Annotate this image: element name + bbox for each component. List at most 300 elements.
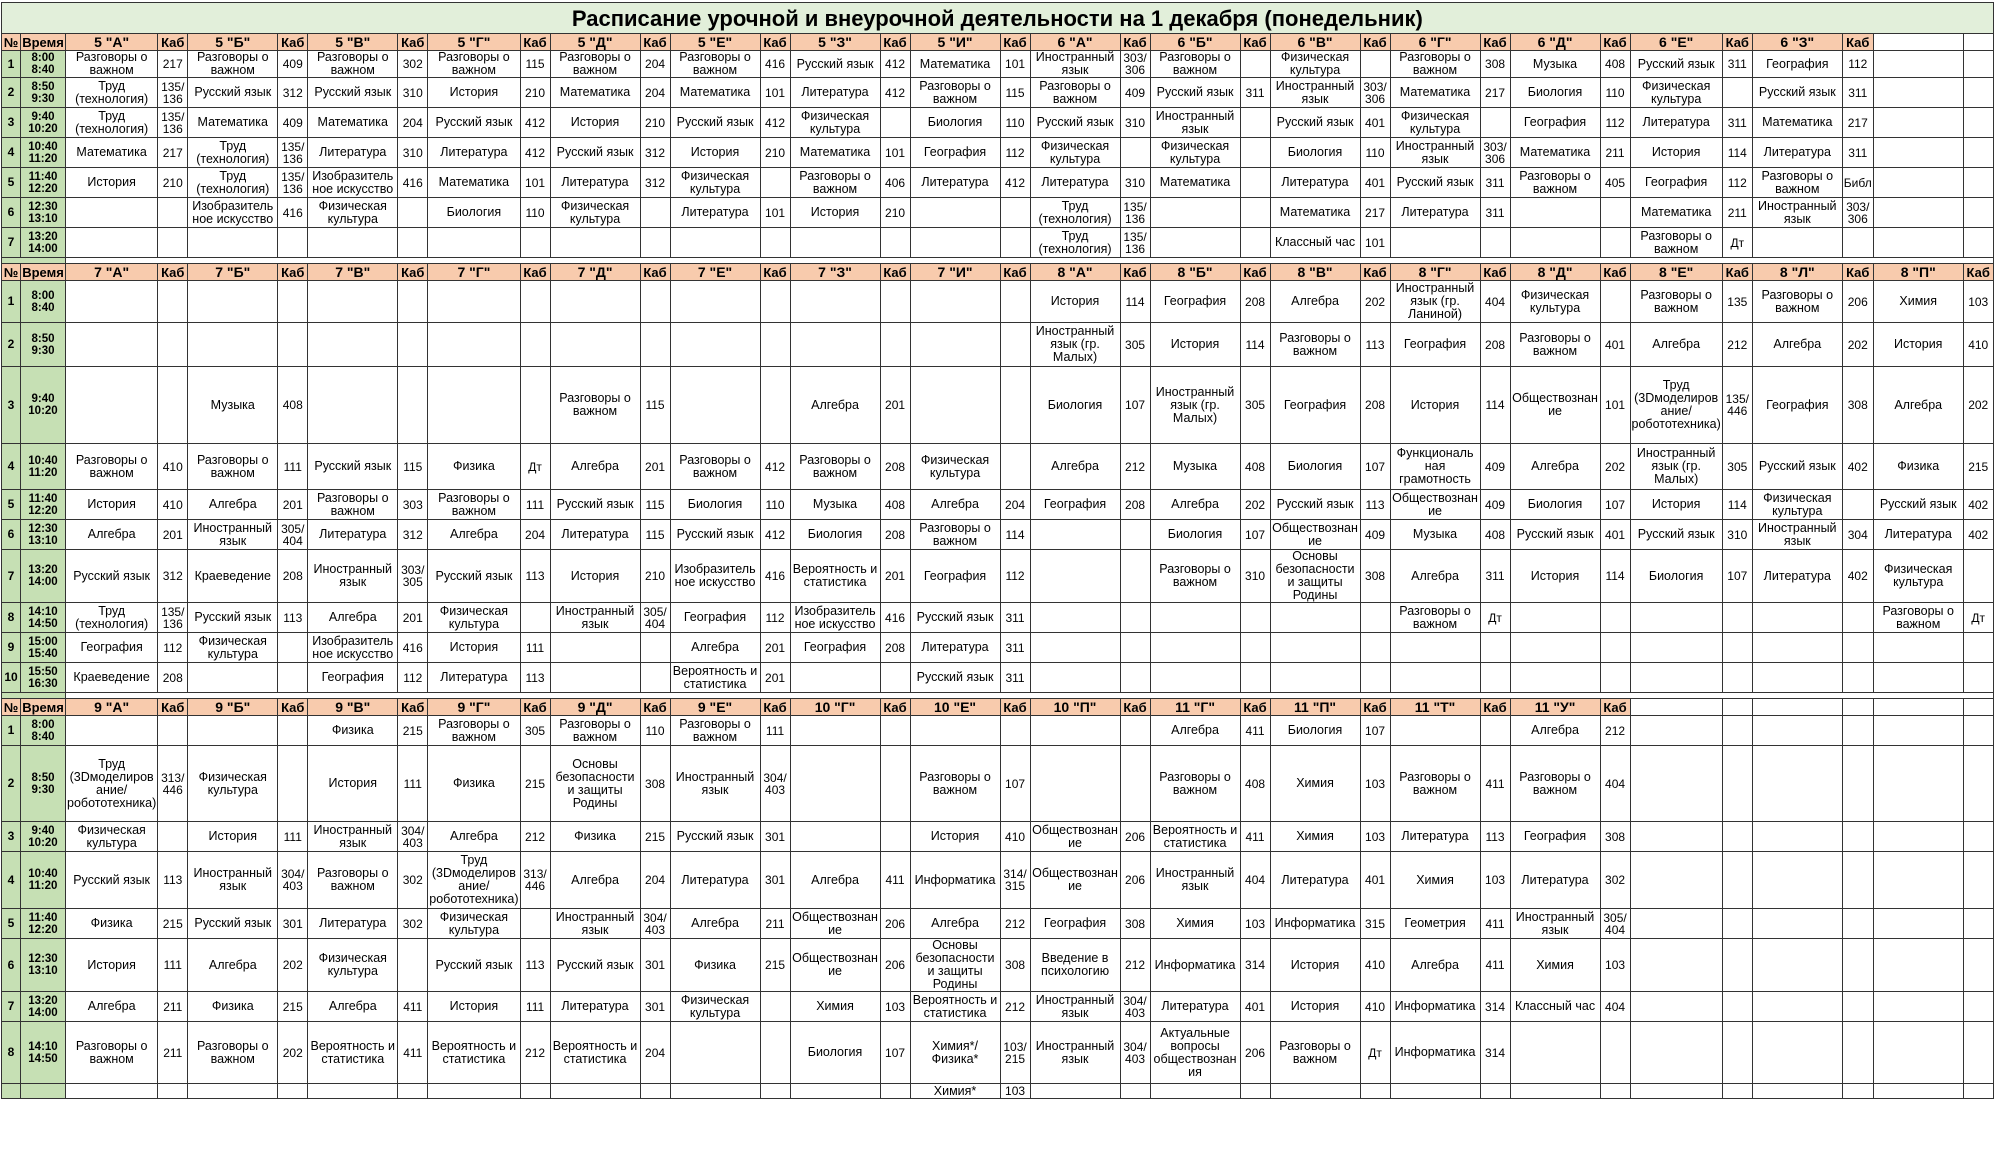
subject-cell: Алгебра [1030, 444, 1120, 490]
subject-cell: Труд (3Dмоделиров ание/ робототехника) [428, 852, 520, 909]
room-cell [520, 228, 550, 258]
room-cell: 210 [520, 78, 550, 108]
lesson-row [2, 198, 1994, 228]
room-cell [640, 281, 670, 323]
lesson-time: 13:20 14:00 [21, 550, 66, 603]
empty-cell [1963, 939, 1993, 992]
subject-cell: Литература [910, 633, 1000, 663]
subject-cell: Литература [428, 663, 520, 693]
room-cell [1240, 603, 1270, 633]
room-cell: 401 [1600, 323, 1630, 367]
subject-cell [670, 1022, 760, 1084]
room-cell: 313/ 446 [520, 852, 550, 909]
room-cell: 107 [1000, 746, 1030, 822]
room-cell [1240, 1084, 1270, 1099]
subject-cell: История [1030, 281, 1120, 323]
subject-cell: Биология [1270, 444, 1360, 490]
room-header: Каб [1240, 264, 1270, 281]
subject-cell: История [428, 78, 520, 108]
room-cell: 204 [640, 1022, 670, 1084]
subject-cell: Труд (3Dмоделиров ание/ робототехника) [1630, 367, 1722, 444]
room-header: Каб [1360, 264, 1390, 281]
lesson-number: 7 [2, 550, 21, 603]
subject-cell [550, 281, 640, 323]
room-header: Каб [880, 264, 910, 281]
room-cell: 201 [278, 490, 308, 520]
room-cell: 103 [1600, 939, 1630, 992]
subject-cell: Физическая культура [428, 603, 520, 633]
class-header: 7 "В" [308, 264, 398, 281]
empty-cell [1873, 168, 1963, 198]
subject-cell: Физическая культура [670, 992, 760, 1022]
lesson-row [2, 138, 1994, 168]
room-cell [1842, 633, 1873, 663]
subject-cell [1030, 633, 1120, 663]
empty-cell [1722, 1022, 1752, 1084]
room-cell [1600, 633, 1630, 663]
room-cell: 308 [1360, 550, 1390, 603]
subject-cell: Труд (технология) [188, 138, 278, 168]
room-cell: 215 [640, 822, 670, 852]
subject-cell: Физическая культура [1510, 281, 1600, 323]
subject-cell: Вероятность и статистика [670, 663, 760, 693]
room-cell: 112 [1000, 138, 1030, 168]
room-cell [760, 168, 790, 198]
subject-cell: Разговоры о важном [66, 51, 158, 78]
room-cell [1842, 490, 1873, 520]
subject-cell: География [790, 633, 880, 663]
subject-cell [1752, 228, 1842, 258]
room-cell: 311 [1000, 663, 1030, 693]
empty-cell [1722, 992, 1752, 1022]
subject-cell: Разговоры о важном [1150, 746, 1240, 822]
room-cell: 114 [1120, 281, 1150, 323]
room-cell [760, 367, 790, 444]
room-cell: 212 [1600, 716, 1630, 746]
subject-cell: Иностранный язык [1030, 992, 1120, 1022]
room-cell [1722, 603, 1752, 633]
subject-cell: Разговоры о важном [1510, 323, 1600, 367]
room-cell: 101 [1360, 228, 1390, 258]
header-num: № [2, 34, 21, 51]
empty-cell [1842, 992, 1873, 1022]
subject-cell: Химия*/ Физика* [910, 1022, 1000, 1084]
subject-cell: Физика [188, 992, 278, 1022]
block-header-row [2, 34, 1994, 51]
empty-cell [1752, 716, 1842, 746]
room-cell: 305 [520, 716, 550, 746]
subject-cell: Биология [428, 198, 520, 228]
subject-cell: География [670, 603, 760, 633]
room-cell: 312 [640, 138, 670, 168]
room-cell [158, 367, 188, 444]
room-cell [1120, 603, 1150, 633]
room-cell: Дт [1722, 228, 1752, 258]
room-cell [398, 1084, 428, 1099]
subject-cell: Разговоры о важном [308, 490, 398, 520]
subject-cell: Математика [428, 168, 520, 198]
room-cell [158, 1084, 188, 1099]
subject-cell: Литература [1873, 520, 1963, 550]
room-cell: 112 [1722, 168, 1752, 198]
room-cell: 101 [760, 198, 790, 228]
room-header: Каб [278, 699, 308, 716]
room-cell: 315 [1360, 909, 1390, 939]
subject-cell [550, 323, 640, 367]
subject-cell: Физическая культура [1873, 550, 1963, 603]
room-header: Каб [1120, 34, 1150, 51]
lesson-row [2, 78, 1994, 108]
class-header: 11 "Т" [1390, 699, 1480, 716]
room-cell: 409 [1480, 490, 1510, 520]
subject-cell: Иностранный язык [188, 520, 278, 550]
subject-cell: Физическая культура [308, 198, 398, 228]
room-cell [158, 716, 188, 746]
room-header: Каб [880, 699, 910, 716]
empty-cell [1963, 78, 1993, 108]
room-cell [1120, 520, 1150, 550]
class-header: 8 "Б" [1150, 264, 1240, 281]
room-cell: 310 [398, 138, 428, 168]
empty-cell [1963, 746, 1993, 822]
subject-cell: Русский язык [308, 78, 398, 108]
room-cell: 302 [398, 909, 428, 939]
room-cell: 408 [880, 490, 910, 520]
subject-cell [66, 281, 158, 323]
lesson-number: 2 [2, 323, 21, 367]
subject-cell [1030, 1084, 1120, 1099]
room-header: Каб [1240, 699, 1270, 716]
subject-cell: Музыка [1510, 51, 1600, 78]
subject-cell: Разговоры о важном [550, 367, 640, 444]
empty-cell [1752, 1022, 1842, 1084]
subject-cell: Математика [1390, 78, 1480, 108]
room-cell: 401 [1360, 168, 1390, 198]
subject-cell: Иностранный язык [670, 746, 760, 822]
subject-cell: Русский язык [790, 51, 880, 78]
room-cell [640, 323, 670, 367]
subject-cell: Физическая культура [1270, 51, 1360, 78]
class-header: 9 "В" [308, 699, 398, 716]
empty-cell [1873, 822, 1963, 852]
room-cell: 410 [1000, 822, 1030, 852]
room-cell: 107 [1722, 550, 1752, 603]
lesson-row [2, 323, 1994, 367]
room-cell: 411 [1240, 822, 1270, 852]
subject-cell: Алгебра [1150, 490, 1240, 520]
room-cell: 112 [158, 633, 188, 663]
subject-cell: Математика [1630, 198, 1722, 228]
class-header: 9 "Е" [670, 699, 760, 716]
room-cell: 401 [1600, 520, 1630, 550]
subject-cell [66, 198, 158, 228]
lesson-row [2, 51, 1994, 78]
room-cell: 409 [278, 108, 308, 138]
subject-cell [1150, 663, 1240, 693]
subject-cell: Иностранный язык (гр. Малых) [1150, 367, 1240, 444]
empty-cell [1963, 909, 1993, 939]
room-cell: 301 [278, 909, 308, 939]
subject-cell: Разговоры о важном [1270, 1022, 1360, 1084]
subject-cell: Иностранный язык [1030, 1022, 1120, 1084]
room-cell: 305/ 404 [1600, 909, 1630, 939]
subject-cell: Биология [1270, 716, 1360, 746]
room-cell: 310 [1120, 168, 1150, 198]
room-cell [1000, 444, 1030, 490]
subject-cell: Обществознан ие [790, 939, 880, 992]
lesson-number: 6 [2, 198, 21, 228]
subject-cell: Разговоры о важном [550, 51, 640, 78]
room-cell [1120, 716, 1150, 746]
class-header: 7 "З" [790, 264, 880, 281]
class-header: 7 "А" [66, 264, 158, 281]
room-cell: 311 [1722, 108, 1752, 138]
subject-cell [790, 228, 880, 258]
room-cell: 301 [760, 822, 790, 852]
subject-cell: Биология [790, 1022, 880, 1084]
subject-cell [1630, 663, 1722, 693]
room-cell [760, 992, 790, 1022]
room-cell: 111 [158, 939, 188, 992]
subject-cell: Разговоры о важном [790, 444, 880, 490]
subject-cell: Информатика [1270, 909, 1360, 939]
empty-cell [1842, 852, 1873, 909]
room-cell [158, 228, 188, 258]
class-header: 8 "П" [1873, 264, 1963, 281]
room-cell: 308 [1480, 51, 1510, 78]
room-cell: 212 [1120, 939, 1150, 992]
lesson-time: 10:40 11:20 [21, 138, 66, 168]
lesson-number: 3 [2, 367, 21, 444]
room-cell [1480, 1084, 1510, 1099]
subject-cell: Химия [1390, 852, 1480, 909]
lesson-row [2, 520, 1994, 550]
room-cell: 135/ 446 [1722, 367, 1752, 444]
subject-cell: Математика [550, 78, 640, 108]
lesson-time: 10:40 11:20 [21, 852, 66, 909]
subject-cell: Иностранный язык (гр. Малых) [1030, 323, 1120, 367]
empty-cell [1873, 746, 1963, 822]
room-cell [1000, 367, 1030, 444]
room-cell: 211 [1600, 138, 1630, 168]
subject-cell: Биология [1150, 520, 1240, 550]
subject-cell: Литература [550, 520, 640, 550]
room-cell: 110 [760, 490, 790, 520]
class-header: 6 "Г" [1390, 34, 1480, 51]
lesson-time: 11:40 12:20 [21, 490, 66, 520]
header-num: № [2, 264, 21, 281]
empty-cell [1842, 716, 1873, 746]
room-header: Каб [760, 264, 790, 281]
room-cell: 135/ 136 [158, 108, 188, 138]
room-cell [1480, 228, 1510, 258]
subject-cell [790, 822, 880, 852]
subject-cell: Русский язык [550, 138, 640, 168]
room-cell [1480, 633, 1510, 663]
subject-cell: Разговоры о важном [670, 444, 760, 490]
room-header: Каб [1360, 699, 1390, 716]
room-cell: 112 [760, 603, 790, 633]
room-cell [158, 323, 188, 367]
lesson-number: 9 [2, 633, 21, 663]
subject-cell: История [1390, 367, 1480, 444]
room-cell [640, 663, 670, 693]
empty-cell [1873, 939, 1963, 992]
subject-cell: Иностранный язык [1510, 909, 1600, 939]
room-header: Каб [158, 699, 188, 716]
subject-cell: Литература [790, 78, 880, 108]
subject-cell: Разговоры о важном [1270, 323, 1360, 367]
subject-cell: Русский язык [308, 444, 398, 490]
subject-cell [1510, 633, 1600, 663]
room-cell: 314 [1240, 939, 1270, 992]
subject-cell: Литература [1630, 108, 1722, 138]
room-cell: 110 [1000, 108, 1030, 138]
subject-cell: География [1752, 51, 1842, 78]
empty-cell [1842, 1084, 1873, 1099]
subject-cell: Биология [1510, 490, 1600, 520]
room-cell: 201 [640, 444, 670, 490]
room-cell [1000, 228, 1030, 258]
room-cell: 305/ 404 [640, 603, 670, 633]
subject-cell [550, 1084, 640, 1099]
lesson-time: 14:10 14:50 [21, 603, 66, 633]
room-cell: 212 [1120, 444, 1150, 490]
empty-cell [1630, 699, 1722, 716]
room-cell: 305 [1240, 367, 1270, 444]
subject-cell [1752, 663, 1842, 693]
subject-cell: Алгебра [1752, 323, 1842, 367]
empty-cell [1873, 51, 1963, 78]
subject-cell: Труд (3Dмоделиров ание/ робототехника) [66, 746, 158, 822]
empty-cell [1873, 198, 1963, 228]
subject-cell: Иностранный язык [1030, 51, 1120, 78]
room-cell: 113 [1480, 822, 1510, 852]
room-header: Каб [520, 264, 550, 281]
room-cell: Дт [1480, 603, 1510, 633]
subject-cell [790, 281, 880, 323]
room-cell [1240, 51, 1270, 78]
subject-cell: Литература [1270, 168, 1360, 198]
subject-cell [66, 1084, 158, 1099]
room-cell [1240, 198, 1270, 228]
subject-cell: Литература [308, 520, 398, 550]
room-header: Каб [1722, 34, 1752, 51]
subject-cell: Иностранный язык [1150, 108, 1240, 138]
subject-cell [670, 1084, 760, 1099]
class-header: 7 "Е" [670, 264, 760, 281]
subject-cell: Разговоры о важном [308, 852, 398, 909]
room-cell: 312 [398, 520, 428, 550]
empty-cell [1842, 699, 1873, 716]
subject-cell: Информатика [1390, 992, 1480, 1022]
subject-cell: Литература [910, 168, 1000, 198]
subject-cell: Вероятность и статистика [428, 1022, 520, 1084]
room-cell: 111 [520, 992, 550, 1022]
room-cell: 135/ 136 [1120, 198, 1150, 228]
room-cell: 310 [1240, 550, 1270, 603]
subject-cell: Математика [188, 108, 278, 138]
subject-cell: Математика [910, 51, 1000, 78]
subject-cell: Музыка [1390, 520, 1480, 550]
room-cell: 416 [278, 198, 308, 228]
subject-cell: Труд (технология) [1030, 228, 1120, 258]
subject-cell: Алгебра [428, 520, 520, 550]
room-cell: 412 [1000, 168, 1030, 198]
lesson-time [21, 1084, 66, 1099]
subject-cell: Разговоры о важном [188, 444, 278, 490]
subject-cell: Обществознан ие [1510, 367, 1600, 444]
subject-cell [1390, 716, 1480, 746]
room-header: Каб [1722, 264, 1752, 281]
empty-cell [1722, 939, 1752, 992]
subject-cell [308, 228, 398, 258]
empty-cell [1963, 34, 1993, 51]
header-time: Время [22, 264, 64, 280]
room-cell: 201 [760, 663, 790, 693]
subject-cell: Разговоры о важном [1510, 746, 1600, 822]
room-cell: 204 [398, 108, 428, 138]
subject-cell: Алгебра [790, 852, 880, 909]
room-cell [1600, 603, 1630, 633]
empty-cell [1963, 108, 1993, 138]
empty-cell [1630, 909, 1722, 939]
subject-cell: История [550, 108, 640, 138]
empty-cell [1963, 992, 1993, 1022]
room-cell: 308 [1842, 367, 1873, 444]
class-header: 7 "И" [910, 264, 1000, 281]
subject-cell: История [66, 168, 158, 198]
subject-cell: Русский язык [1873, 490, 1963, 520]
room-cell: 115 [640, 367, 670, 444]
subject-cell: История [428, 633, 520, 663]
subject-cell: Разговоры о важном [1630, 228, 1722, 258]
room-cell: 115 [640, 490, 670, 520]
room-cell: 305 [1722, 444, 1752, 490]
subject-cell: Физика [308, 716, 398, 746]
subject-cell: Разговоры о важном [428, 716, 520, 746]
lesson-number: 7 [2, 228, 21, 258]
room-header: Каб [398, 34, 428, 51]
lesson-row [2, 281, 1994, 323]
subject-cell: История [428, 992, 520, 1022]
room-cell: 114 [1722, 138, 1752, 168]
lesson-time: 9:40 10:20 [21, 367, 66, 444]
room-cell: 211 [760, 909, 790, 939]
empty-cell [1752, 939, 1842, 992]
room-cell [1600, 228, 1630, 258]
class-header: 8 "А" [1030, 264, 1120, 281]
lesson-time: 12:30 13:10 [21, 198, 66, 228]
room-cell: 410 [1360, 939, 1390, 992]
subject-cell: География [1030, 909, 1120, 939]
subject-cell: Физика [428, 746, 520, 822]
subject-cell: Иностранный язык [550, 909, 640, 939]
subject-cell: Литература [1030, 168, 1120, 198]
room-cell [760, 1022, 790, 1084]
empty-cell [1842, 822, 1873, 852]
room-cell: 311 [1000, 603, 1030, 633]
room-cell: 303/ 306 [1360, 78, 1390, 108]
empty-cell [1963, 852, 1993, 909]
subject-cell: Разговоры о важном [790, 168, 880, 198]
subject-cell: Русский язык [188, 603, 278, 633]
empty-cell [1752, 822, 1842, 852]
room-cell: 310 [398, 78, 428, 108]
room-cell: 107 [1120, 367, 1150, 444]
room-cell: 208 [880, 444, 910, 490]
room-cell: 113 [520, 939, 550, 992]
